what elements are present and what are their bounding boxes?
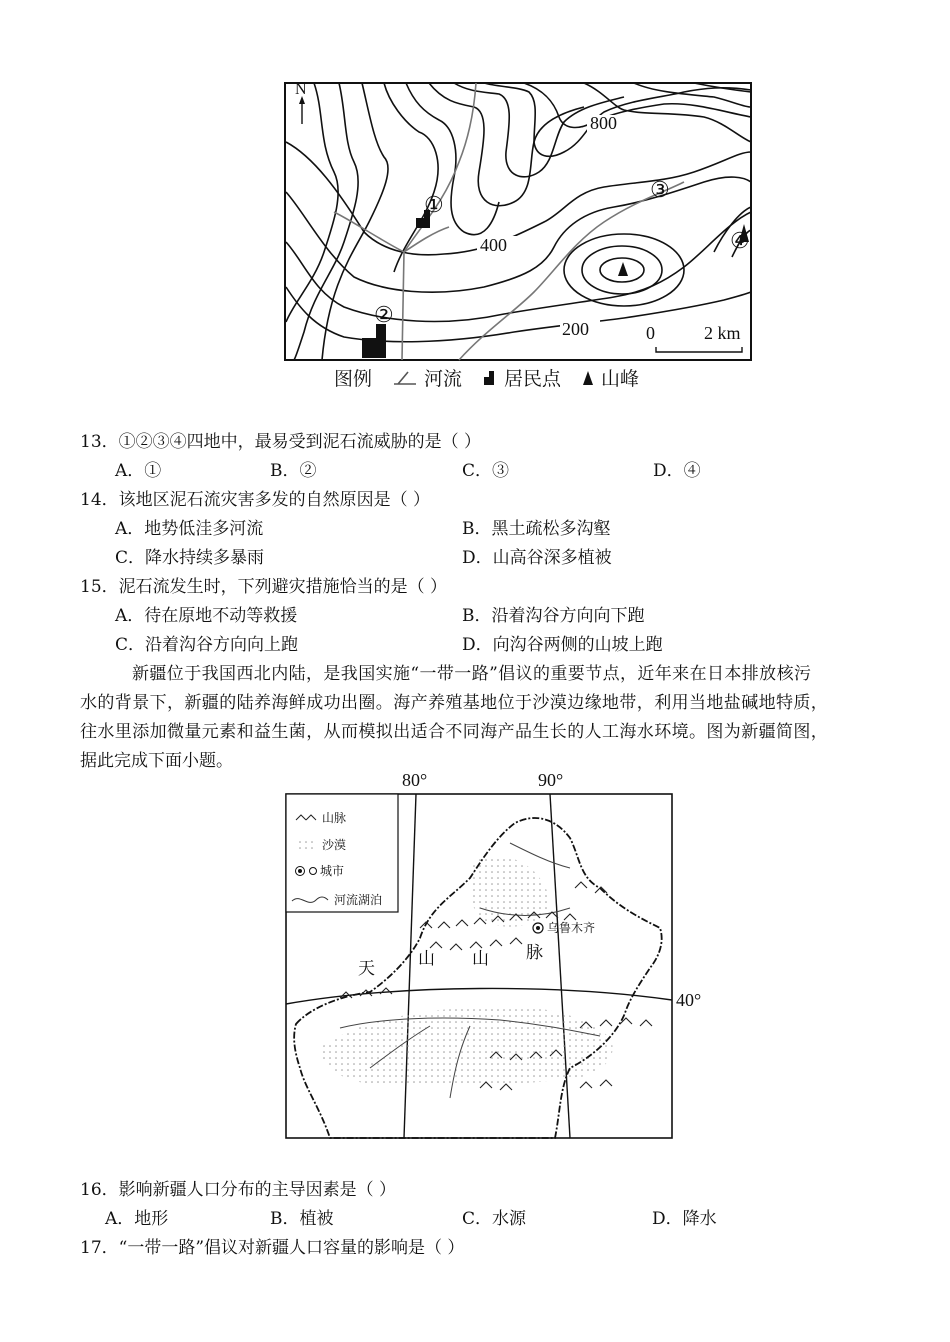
legend-title: 图例 [334, 368, 373, 390]
question-15-stem: 15．泥石流发生时，下列避灾措施恰当的是（ ） [80, 577, 448, 597]
point-4-label: ④ [730, 228, 750, 253]
contour-label-400: 400 [480, 235, 507, 255]
legend-river-lake: 河流湖泊 [334, 893, 383, 907]
q16-option-d[interactable]: D．降水 [652, 1209, 717, 1229]
legend-peak: 山峰 [601, 368, 640, 390]
range-char-shan-1: 山 [418, 949, 435, 968]
xinjiang-map [280, 768, 720, 1140]
lat-40-label: 40° [676, 990, 702, 1010]
north-label: N [295, 82, 307, 98]
range-char-shan-2: 山 [472, 949, 489, 968]
legend-river: 河流 [424, 368, 463, 390]
q13-option-c[interactable]: C．③ [462, 461, 510, 481]
passage-line-3: 往水里添加微量元素和益生菌，从而模拟出适合不同海产品生长的人工海水环境。图为新疆简图， [80, 722, 829, 742]
urumqi-label: 乌鲁木齐 [547, 921, 596, 935]
settlement-legend-icon [482, 369, 498, 387]
q16-option-b[interactable]: B．植被 [270, 1209, 334, 1229]
q13-option-d[interactable]: D．④ [653, 461, 701, 481]
legend-city: 城市 [320, 864, 345, 878]
q16-option-a[interactable]: A．地形 [105, 1209, 169, 1229]
range-char-mai: 脉 [526, 943, 543, 962]
desert-legend-icon [296, 840, 316, 850]
lon-90-label: 90° [538, 770, 564, 790]
q13-option-a[interactable]: A．① [115, 461, 162, 481]
legend-settlement: 居民点 [504, 368, 562, 390]
passage-line-1: 新疆位于我国西北内陆，是我国实施“一带一路”倡议的重要节点，近年来在日本排放核污 [132, 664, 812, 684]
scale-end-label: 2 km [704, 323, 741, 343]
contour-map [284, 82, 752, 362]
peak-legend-icon [581, 369, 595, 387]
range-char-tian: 天 [358, 959, 375, 978]
legend-desert: 沙漠 [322, 838, 347, 852]
question-16-stem: 16．影响新疆人口分布的主导因素是（ ） [80, 1180, 397, 1200]
passage-line-2: 水的背景下，新疆的陆养海鲜成功出圈。海产养殖基地位于沙漠边缘地带，利用当地盐碱地特质， [80, 693, 829, 713]
question-14-stem: 14．该地区泥石流灾害多发的自然原因是（ ） [80, 490, 431, 510]
point-2-label: ② [374, 302, 394, 327]
point-3-label: ③ [650, 177, 670, 202]
q14-option-a[interactable]: A．地势低洼多河流 [115, 519, 264, 539]
scale-zero-label: 0 [646, 323, 655, 343]
question-13-stem: 13．①②③④四地中，最易受到泥石流威胁的是（ ） [80, 432, 482, 452]
q16-option-c[interactable]: C．水源 [462, 1209, 527, 1229]
contour-label-800: 800 [590, 113, 617, 133]
q14-option-d[interactable]: D．山高谷深多植被 [462, 548, 612, 568]
q13-option-b[interactable]: B．② [270, 461, 317, 481]
q14-option-c[interactable]: C．降水持续多暴雨 [115, 548, 265, 568]
q15-option-b[interactable]: B．沿着沟谷方向向下跑 [462, 606, 645, 626]
legend-mountain: 山脉 [322, 811, 347, 825]
q15-option-a[interactable]: A．待在原地不动等救援 [115, 606, 298, 626]
q15-option-c[interactable]: C．沿着沟谷方向向上跑 [115, 635, 299, 655]
q14-option-b[interactable]: B．黑土疏松多沟壑 [462, 519, 611, 539]
question-17-stem: 17．“一带一路”倡议对新疆人口容量的影响是（ ） [80, 1238, 465, 1258]
lon-80-label: 80° [402, 770, 428, 790]
passage-line-4: 据此完成下面小题。 [80, 751, 233, 771]
q15-option-d[interactable]: D．向沟谷两侧的山坡上跑 [462, 635, 663, 655]
map1-legend [334, 364, 653, 391]
river-legend-icon [392, 368, 418, 388]
contour-label-200: 200 [562, 319, 589, 339]
point-1-label: ① [424, 192, 444, 217]
